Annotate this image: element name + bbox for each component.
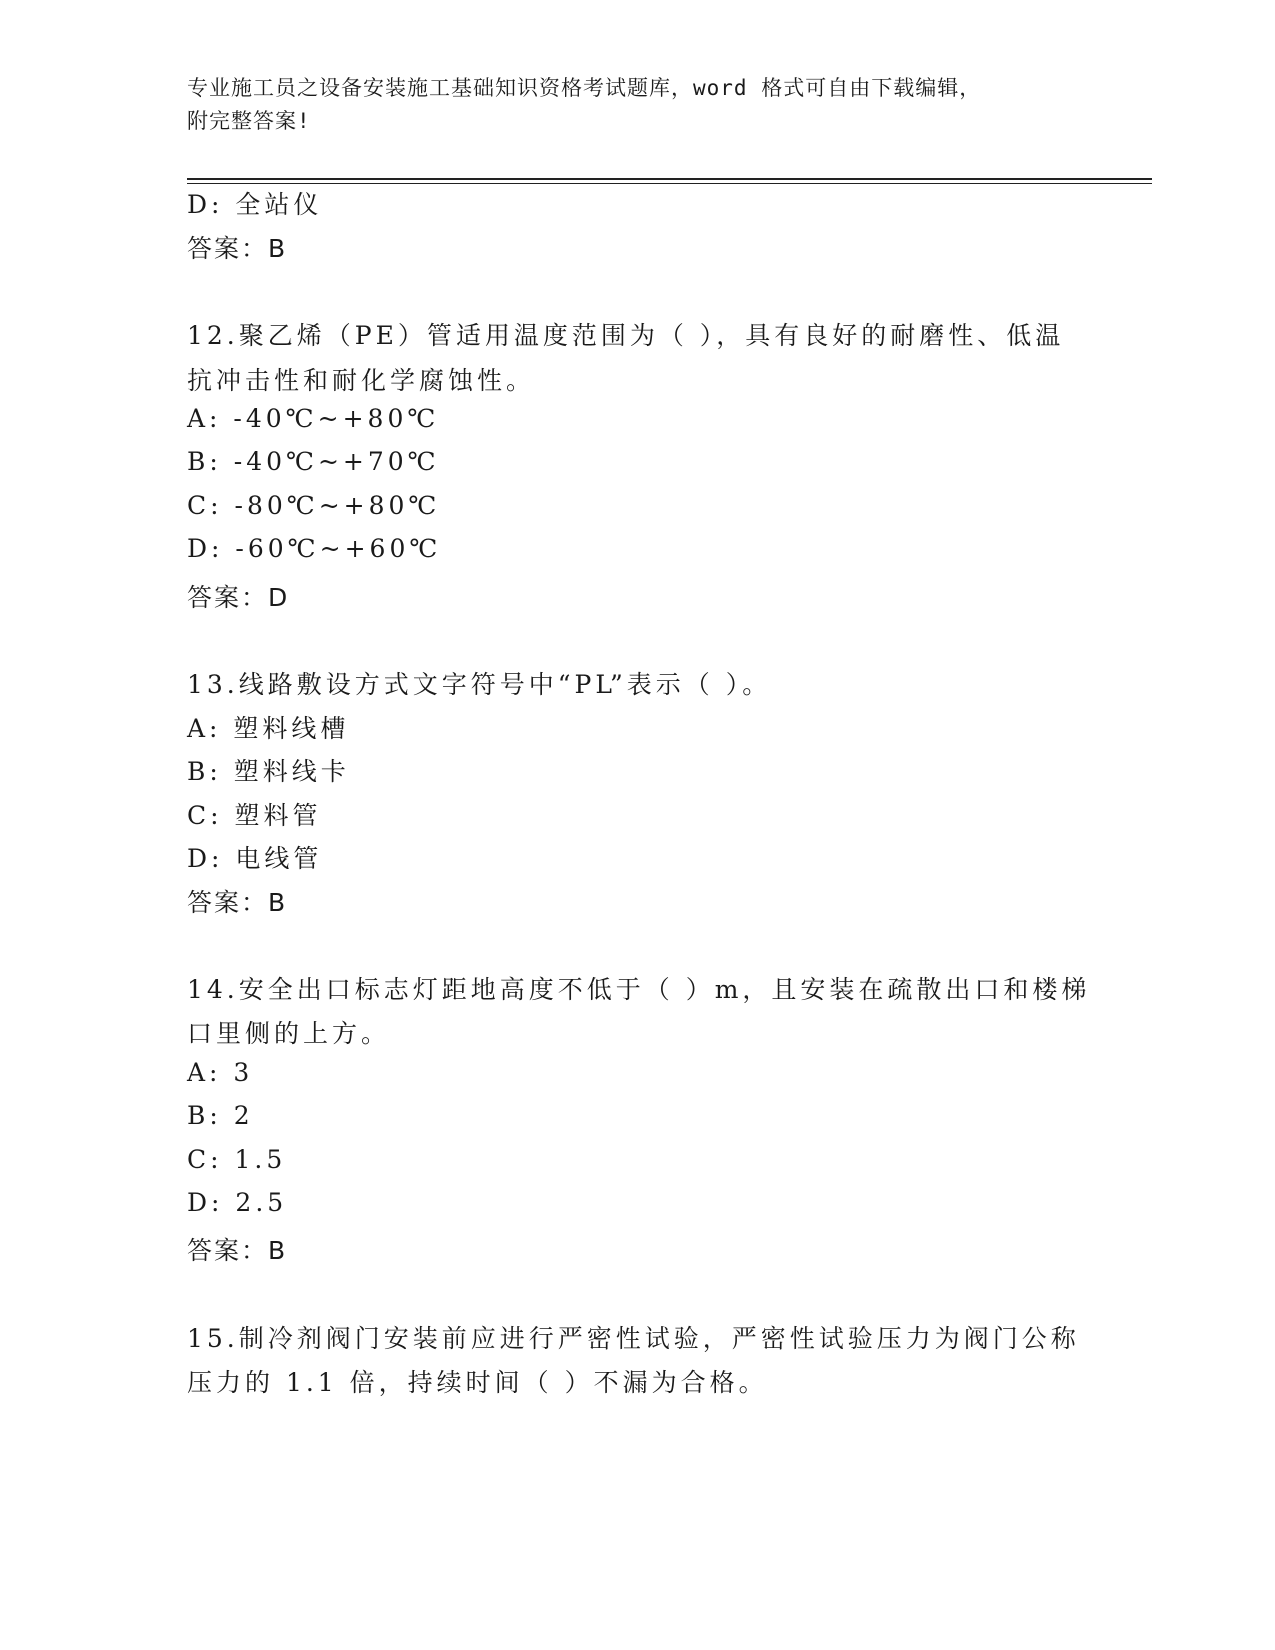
header-line-1: 专业施工员之设备安装施工基础知识资格考试题库，word 格式可自由下载编辑， [187,76,982,100]
q12-option-a: A: -40℃~+80℃ [187,404,440,433]
document-header [187,72,1087,138]
q12-question-line-2: 抗冲击性和耐化学腐蚀性。 [187,366,536,395]
q13-answer: 答案：B [187,888,288,917]
q14-question-line-2: 口里侧的上方。 [187,1019,391,1048]
q11-answer: 答案：B [187,234,288,263]
q15-question-line-2: 压力的 1.1 倍，持续时间（ ）不漏为合格。 [187,1368,768,1397]
q14-option-a: A: 3 [187,1058,254,1087]
q13-option-b: B: 塑料线卡 [187,757,350,786]
q13-question: 13.线路敷设方式文字符号中“PL”表示（ ）。 [187,670,772,699]
q13-option-a: A: 塑料线槽 [187,714,350,743]
q12-option-c: C: -80℃~+80℃ [187,491,441,520]
q11-option-d: D: 全站仪 [187,190,323,219]
header-rule-thick [187,178,1152,180]
q12-option-b: B: -40℃~+70℃ [187,447,440,476]
q15-question-line-1: 15.制冷剂阀门安装前应进行严密性试验，严密性试验压力为阀门公称 [187,1324,1080,1353]
q14-question-line-1: 14.安全出口标志灯距地高度不低于（ ）m，且安装在疏散出口和楼梯 [187,975,1091,1004]
q13-option-d: D: 电线管 [187,844,323,873]
header-rule-thin [187,183,1152,184]
q13-option-c: C: 塑料管 [187,801,322,830]
q14-option-d: D: 2.5 [187,1188,288,1217]
q12-question-line-1: 12.聚乙烯（PE）管适用温度范围为（ ），具有良好的耐磨性、低温 [187,321,1065,350]
header-line-2: 附完整答案! [187,109,311,133]
q14-option-c: C: 1.5 [187,1145,287,1174]
q14-option-b: B: 2 [187,1101,254,1130]
q12-answer: 答案：D [187,583,290,612]
q12-option-d: D: -60℃~+60℃ [187,534,442,563]
q14-answer: 答案：B [187,1236,288,1265]
